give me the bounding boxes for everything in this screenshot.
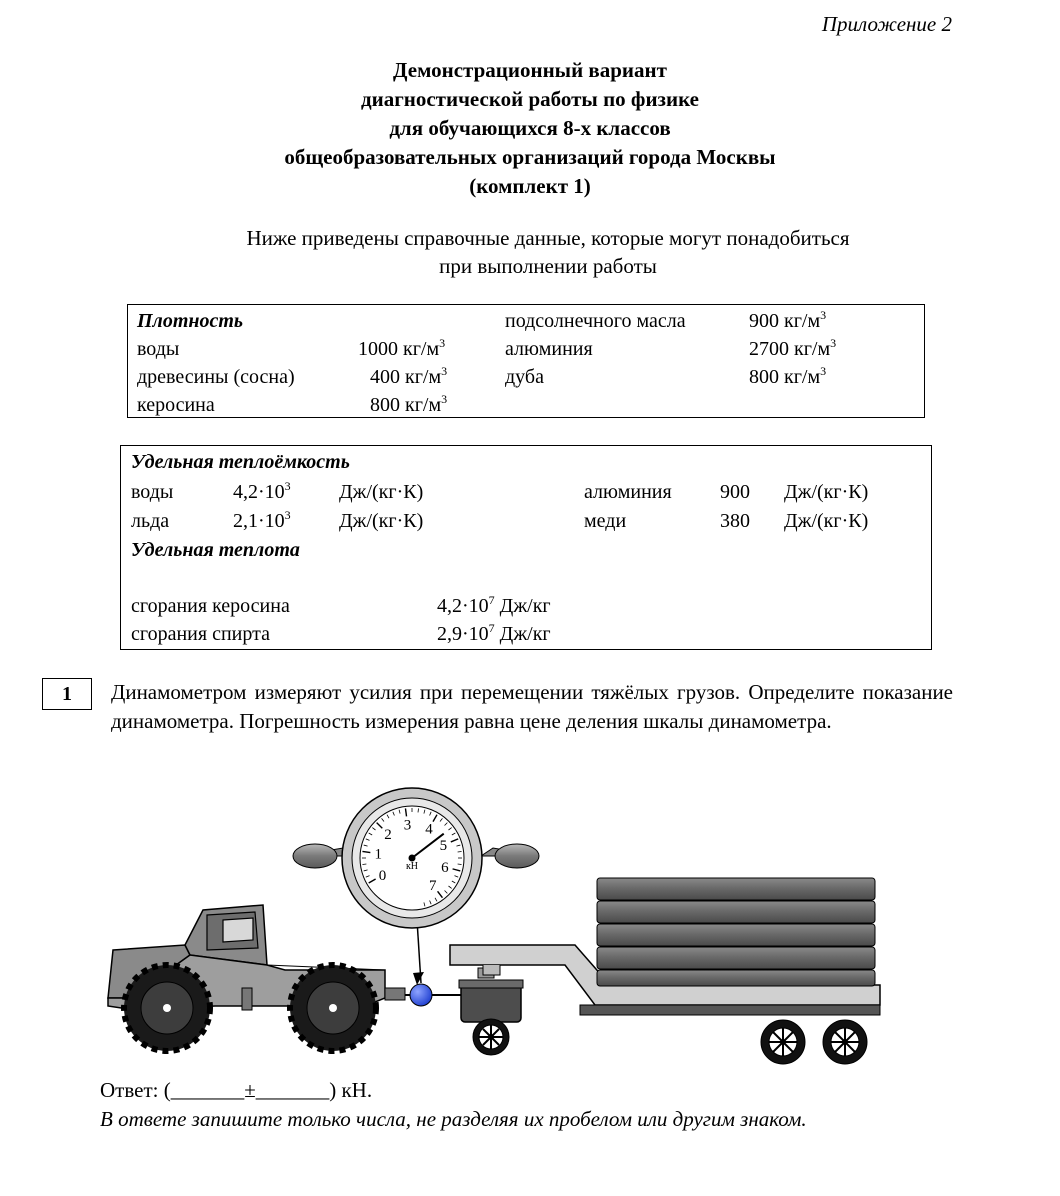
pipe: [597, 924, 875, 946]
dial-tick: [362, 864, 366, 865]
truck-wheel: [124, 965, 210, 1051]
pipe: [597, 901, 875, 923]
dial-unit: кН: [405, 861, 419, 872]
heat-unit: Дж/(кг·К): [339, 510, 424, 532]
dial-label: 5: [439, 837, 448, 854]
heat-unit: Дж/(кг·К): [784, 510, 869, 532]
density-value: 400 $кг/м^3$: [370, 364, 448, 388]
title-line: для обучающихся 8-х классов: [389, 116, 671, 140]
truck-dynamometer-figure: [95, 780, 895, 1070]
heat-table: [120, 445, 932, 650]
dynamometer-hook-ball: [410, 984, 432, 1006]
pipe: [597, 970, 875, 986]
intro-line: при выполнении работы: [439, 254, 657, 278]
truck-window: [223, 918, 253, 942]
trailer: [450, 878, 880, 1064]
combustion-value: $4,2\cdot 10^7$ Дж/кг: [437, 593, 551, 617]
density-value: 2700 $кг/м^3$: [749, 336, 837, 360]
truck: [108, 905, 405, 1051]
dial-label: 1: [374, 846, 383, 863]
density-name: дуба: [505, 366, 544, 388]
dial-tick: [418, 808, 419, 812]
intro-text: [0, 224, 1060, 280]
dynamometer-handle-right: [495, 844, 539, 868]
heat-name: воды: [131, 481, 174, 503]
dial-label: 2: [384, 826, 392, 843]
truck-hitch: [385, 988, 405, 1000]
combustion-value: $2,9\cdot 10^7$ Дж/кг: [437, 621, 551, 645]
heat-unit: Дж/(кг·К): [784, 481, 869, 503]
dial-tick: [458, 864, 462, 865]
dynamometer: [293, 788, 539, 928]
answer-note: В ответе запишите только числа, не разделяя их пробелом или другим знаком.: [100, 1107, 807, 1131]
question-text: Динамометром измеряют усилия при перемещении тяжёлых грузов. Определите показание динамометра. Погрешность измерения равна цене деления шкалы динамометра.: [111, 680, 953, 733]
density-value: 1000 $кг/м^3$: [358, 336, 446, 360]
heat-unit: Дж/(кг·К): [339, 481, 424, 503]
dial-tick: [458, 851, 462, 852]
heat-value: 380: [720, 510, 750, 532]
trailer-wheel: [761, 1020, 805, 1064]
heat-value: $4,2\cdot 10^3$: [233, 479, 291, 503]
dial-label: 3: [403, 817, 412, 834]
heat-capacity-heading: Удельная теплоёмкость: [131, 451, 350, 473]
trailer-front-cart: [459, 968, 523, 1055]
answer-line[interactable]: Ответ: (_______±_______) кН.: [100, 1078, 373, 1102]
pipe: [597, 878, 875, 900]
trailer-frame: [580, 1005, 880, 1015]
density-name: керосина: [137, 394, 215, 416]
dial-label: 4: [425, 821, 433, 838]
heat-value: $2,1\cdot 10^3$: [233, 508, 291, 532]
dial-label: 6: [441, 859, 449, 876]
title-line: общеобразовательных организаций города Москвы: [284, 145, 776, 169]
combustion-name: сгорания керосина: [131, 595, 290, 617]
dynamometer-handle-left: [293, 844, 337, 868]
appendix-label: Приложение 2: [821, 12, 952, 36]
density-value: 800 $кг/м^3$: [370, 392, 448, 416]
density-value: 900 $кг/м^3$: [749, 308, 827, 332]
heat-name: меди: [584, 510, 627, 532]
title-line: (комплект 1): [469, 174, 591, 198]
density-heading: Плотность: [137, 310, 244, 332]
heat-name: льда: [131, 510, 170, 532]
heat-value: 900: [720, 481, 750, 503]
dial-label: 7: [428, 877, 437, 894]
heat-name: алюминия: [584, 481, 672, 503]
truck-step: [242, 988, 252, 1010]
pipe: [597, 947, 875, 969]
density-name: подсолнечного масла: [505, 310, 686, 332]
title-line: Демонстрационный вариант: [393, 58, 667, 82]
title-line: диагностической работы по физике: [360, 87, 699, 111]
density-name: воды: [137, 338, 180, 360]
trailer-wheel: [823, 1020, 867, 1064]
intro-line: Ниже приведены справочные данные, которые могут понадобиться: [246, 226, 850, 250]
density-name: алюминия: [505, 338, 593, 360]
page-title: [0, 56, 1060, 201]
truck-wheel: [290, 965, 376, 1051]
pipe-stack: [597, 878, 875, 986]
dial-label: 0: [378, 868, 387, 884]
question-number: 1: [42, 678, 92, 710]
combustion-heading: Удельная теплота: [131, 539, 300, 561]
density-table: [127, 304, 925, 418]
dial-pivot: [409, 855, 416, 862]
density-name: древесины (сосна): [137, 366, 295, 388]
density-value: 800 $кг/м^3$: [749, 364, 827, 388]
combustion-name: сгорания спирта: [131, 623, 270, 645]
